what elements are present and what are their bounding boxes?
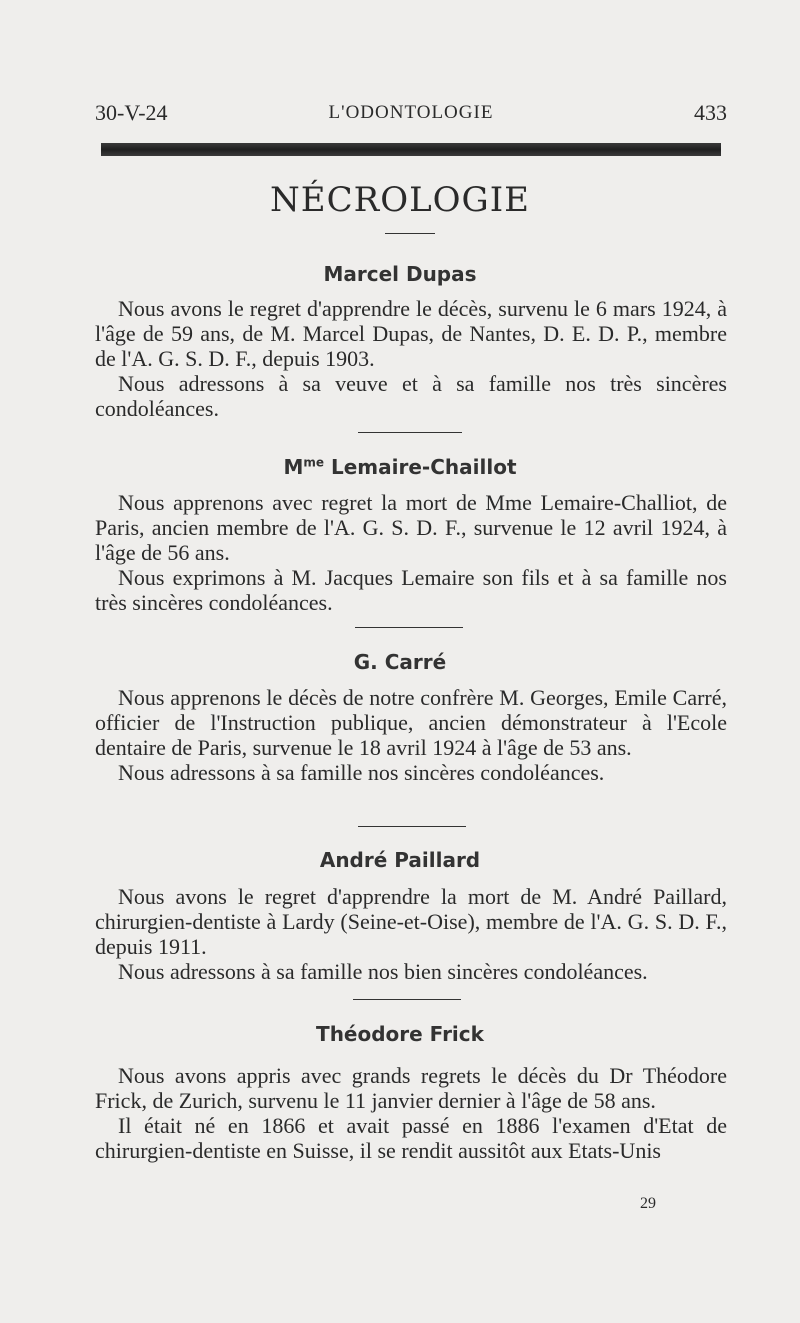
entry-name: Marcel Dupas (323, 262, 477, 286)
paragraph: Nous avons appris avec grands regrets le décès du Dr Théodore Frick, de Zurich, survenu le 11 janvier dernier à l'âge de 58 ans. (95, 1063, 727, 1113)
running-header (95, 100, 727, 130)
section-title: NÉCROLOGIE (270, 180, 530, 220)
page-number: 433 (694, 100, 727, 125)
entry-text (95, 685, 727, 785)
paragraph: Nous adressons à sa veuve et à sa famille nos très sincères condoléances. (95, 371, 727, 421)
entry-text (95, 490, 727, 615)
paragraph: Nous apprenons avec regret la mort de Mme Lemaire-Challiot, de Paris, ancien membre de l'A. G. S. D. F., survenue le 12 avril 1924, à l'âge de 56 ans. (95, 490, 727, 565)
entry-divider (358, 432, 462, 433)
paragraph: Nous adressons à sa famille nos bien sincères condoléances. (118, 959, 648, 984)
name-prefix: M (283, 455, 304, 479)
entry-text (95, 296, 727, 421)
name-superscript: me (303, 455, 325, 470)
paragraph: Nous adressons à sa famille nos sincères condoléances. (118, 760, 605, 785)
entry-name: André Paillard (319, 848, 481, 872)
paragraph: Nous avons le regret d'apprendre le décès, survenu le 6 mars 1924, à l'âge de 59 ans, de M. Marcel Dupas, de Nantes, D. E. D. P., membre de l'A. G. S. D. F., depuis 1903. (95, 296, 727, 371)
paragraph: Nous apprenons le décès de notre confrère M. Georges, Emile Carré, officier de l'Instruction publique, ancien démonstrateur à l'Ecole dentaire de Paris, survenue le 18 avril 1924 à l'âge de 53 ans. (95, 685, 727, 760)
header-rule (101, 143, 721, 156)
entry-divider (358, 826, 466, 827)
signature-number: 29 (640, 1195, 656, 1212)
name-text: Lemaire-Chaillot (331, 455, 517, 479)
entry-divider (355, 627, 463, 628)
title-divider (385, 233, 435, 234)
paragraph: Nous exprimons à M. Jacques Lemaire son fils et à sa famille nos très sincères condoléances. (95, 565, 727, 615)
entry-text (95, 884, 727, 984)
paragraph: Nous avons le regret d'apprendre la mort de M. André Paillard, chirurgien-dentiste à Lardy (Seine-et-Oise), membre de l'A. G. S. D. F., depuis 1911. (95, 884, 727, 959)
paragraph: Il était né en 1866 et avait passé en 1886 l'examen d'Etat de chirurgien-dentiste en Suisse, il se rendit aussitôt aux Etats-Unis (95, 1113, 727, 1163)
entry-name: Théodore Frick (316, 1022, 484, 1046)
journal-title: L'ODONTOLOGIE (328, 102, 494, 123)
entry-name: G. Carré (353, 650, 447, 674)
entry-name (0, 455, 800, 479)
entry-text (95, 1063, 727, 1163)
entry-divider (353, 999, 461, 1000)
header-date: 30-V-24 (95, 100, 168, 125)
